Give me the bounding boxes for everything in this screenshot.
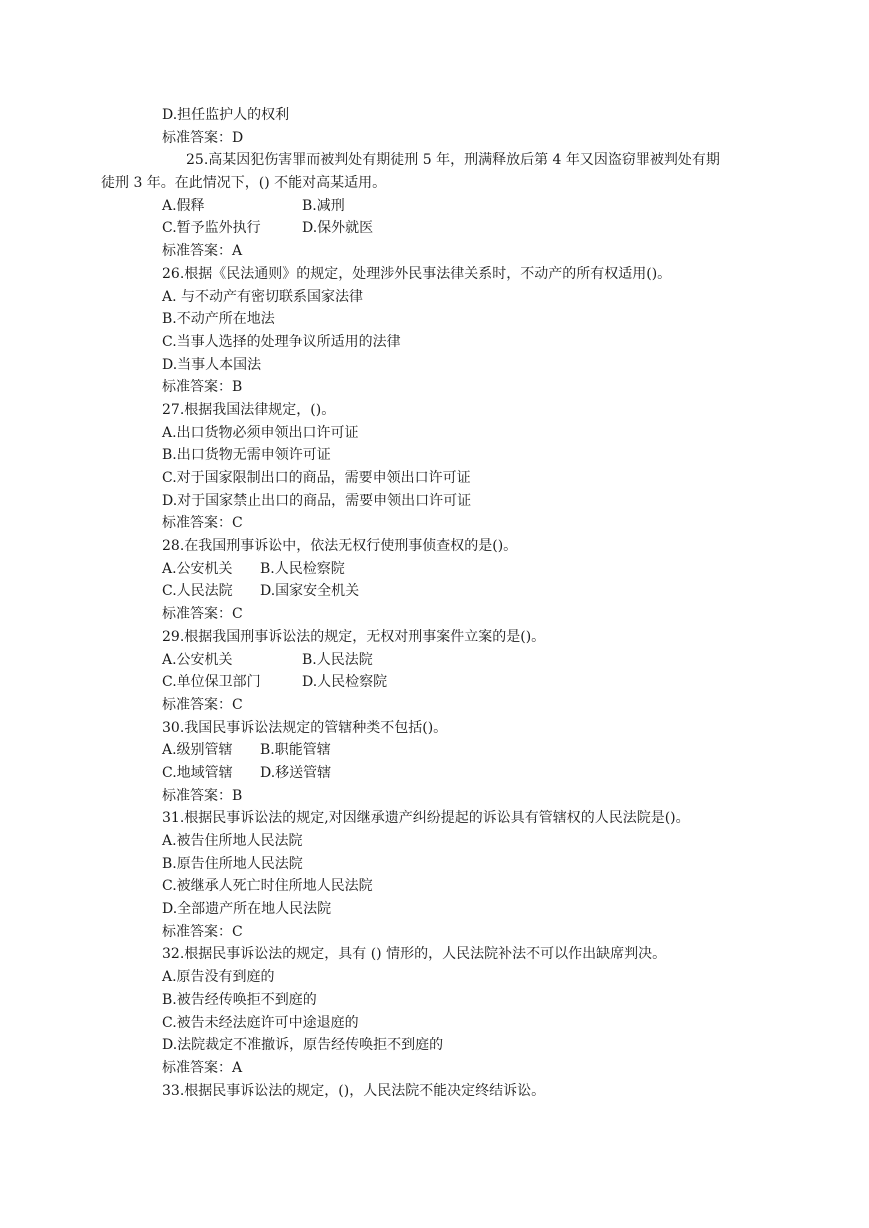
q29-options-cd — [162, 671, 762, 694]
q27-stem: 27.根据我国法律规定，()。 — [162, 401, 336, 418]
q32-option-d: D.法院裁定不准撤诉，原告经传唤拒不到庭的 — [162, 1037, 444, 1054]
q27-answer: 标准答案：C — [162, 515, 243, 532]
q31-answer: 标准答案：C — [162, 923, 243, 940]
q29-option-a: A.公安机关 — [162, 651, 233, 668]
q25-stem-line2: 徒刑 3 年。在此情况下，() 不能对高某适用。 — [101, 175, 387, 192]
q26-answer: 标准答案：B — [162, 379, 243, 396]
q25-stem-line1: 25.高某因犯伤害罪而被判处有期徒刑 5 年，刑满释放后第 4 年又因盗窃罪被判处有期 — [186, 152, 720, 169]
q26-stem: 26.根据《民法通则》的规定，处理涉外民事法律关系时，不动产的所有权适用()。 — [162, 265, 672, 282]
q26-option-d: D.当事人本国法 — [162, 356, 262, 373]
q30-options-ab — [162, 739, 762, 762]
q25-option-d: D.保外就医 — [302, 220, 374, 237]
q25-option-c: C.暂予监外执行 — [162, 220, 261, 237]
q31-option-b: B.原告住所地人民法院 — [162, 855, 303, 872]
q30-options-cd — [162, 762, 762, 785]
q28-option-d: D.国家安全机关 — [260, 583, 360, 600]
q25-option-b: B.减刑 — [302, 197, 345, 214]
q30-option-d: D.移送管辖 — [260, 764, 332, 781]
q33-stem: 33.根据民事诉讼法的规定，()，人民法院不能决定终结诉讼。 — [162, 1082, 546, 1099]
q32-option-b: B.被告经传唤拒不到庭的 — [162, 991, 317, 1008]
q32-stem: 32.根据民事诉讼法的规定，具有 () 情形的，人民法院补法不可以作出缺席判决。 — [162, 946, 667, 963]
q25-option-a: A.假释 — [162, 197, 205, 214]
q30-option-a: A.级别管辖 — [162, 742, 233, 759]
q32-option-a: A.原告没有到庭的 — [162, 969, 275, 986]
q27-option-a: A.出口货物必须申领出口许可证 — [162, 424, 359, 441]
q28-stem: 28.在我国刑事诉讼中，依法无权行使刑事侦查权的是()。 — [162, 538, 518, 555]
q27-option-c: C.对于国家限制出口的商品，需要申领出口许可证 — [162, 470, 471, 486]
q29-answer: 标准答案：C — [162, 696, 243, 713]
q25-answer: 标准答案：A — [162, 243, 243, 260]
q26-option-b: B.不动产所在地法 — [162, 311, 275, 328]
q28-options-cd — [162, 580, 762, 603]
q32-answer: 标准答案：A — [162, 1059, 243, 1076]
q26-option-c: C.当事人选择的处理争议所适用的法律 — [162, 333, 401, 350]
q24-answer: 标准答案：D — [162, 129, 244, 146]
q32-option-c: C.被告未经法庭许可中途退庭的 — [162, 1014, 359, 1031]
q24-option-d: D.担任监护人的权利 — [162, 107, 290, 123]
q28-option-c: C.人民法院 — [162, 583, 233, 600]
q31-option-d: D.全部遗产所在地人民法院 — [162, 901, 332, 918]
q31-option-a: A.被告住所地人民法院 — [162, 833, 303, 849]
q26-option-a: A. 与不动产有密切联系国家法律 — [162, 288, 364, 305]
q30-stem: 30.我国民事诉讼法规定的管辖种类不包括()。 — [162, 719, 448, 736]
q29-options-ab — [162, 649, 762, 672]
q28-answer: 标准答案：C — [162, 606, 243, 623]
q27-option-d: D.对于国家禁止出口的商品，需要申领出口许可证 — [162, 492, 472, 509]
q28-option-a: A.公安机关 — [162, 560, 233, 577]
question-list — [101, 104, 762, 1102]
q30-option-c: C.地域管辖 — [162, 764, 233, 781]
q28-options-ab — [162, 558, 762, 581]
q30-answer: 标准答案：B — [162, 787, 243, 804]
q27-option-b: B.出口货物无需申领许可证 — [162, 447, 331, 464]
q29-option-c: C.单位保卫部门 — [162, 674, 261, 691]
q29-option-b: B.人民法院 — [302, 651, 373, 668]
q31-option-c: C.被继承人死亡时住所地人民法院 — [162, 878, 373, 895]
q25-options-cd — [162, 217, 762, 240]
q29-option-d: D.人民检察院 — [302, 674, 388, 691]
q31-stem: 31.根据民事诉讼法的规定,对因继承遗产纠纷提起的诉讼具有管辖权的人民法院是()。 — [162, 810, 690, 827]
q25-options-ab — [162, 195, 762, 218]
q28-option-b: B.人民检察院 — [260, 560, 345, 577]
q29-stem: 29.根据我国刑事诉讼法的规定，无权对刑事案件立案的是()。 — [162, 628, 546, 645]
q30-option-b: B.职能管辖 — [260, 742, 331, 759]
